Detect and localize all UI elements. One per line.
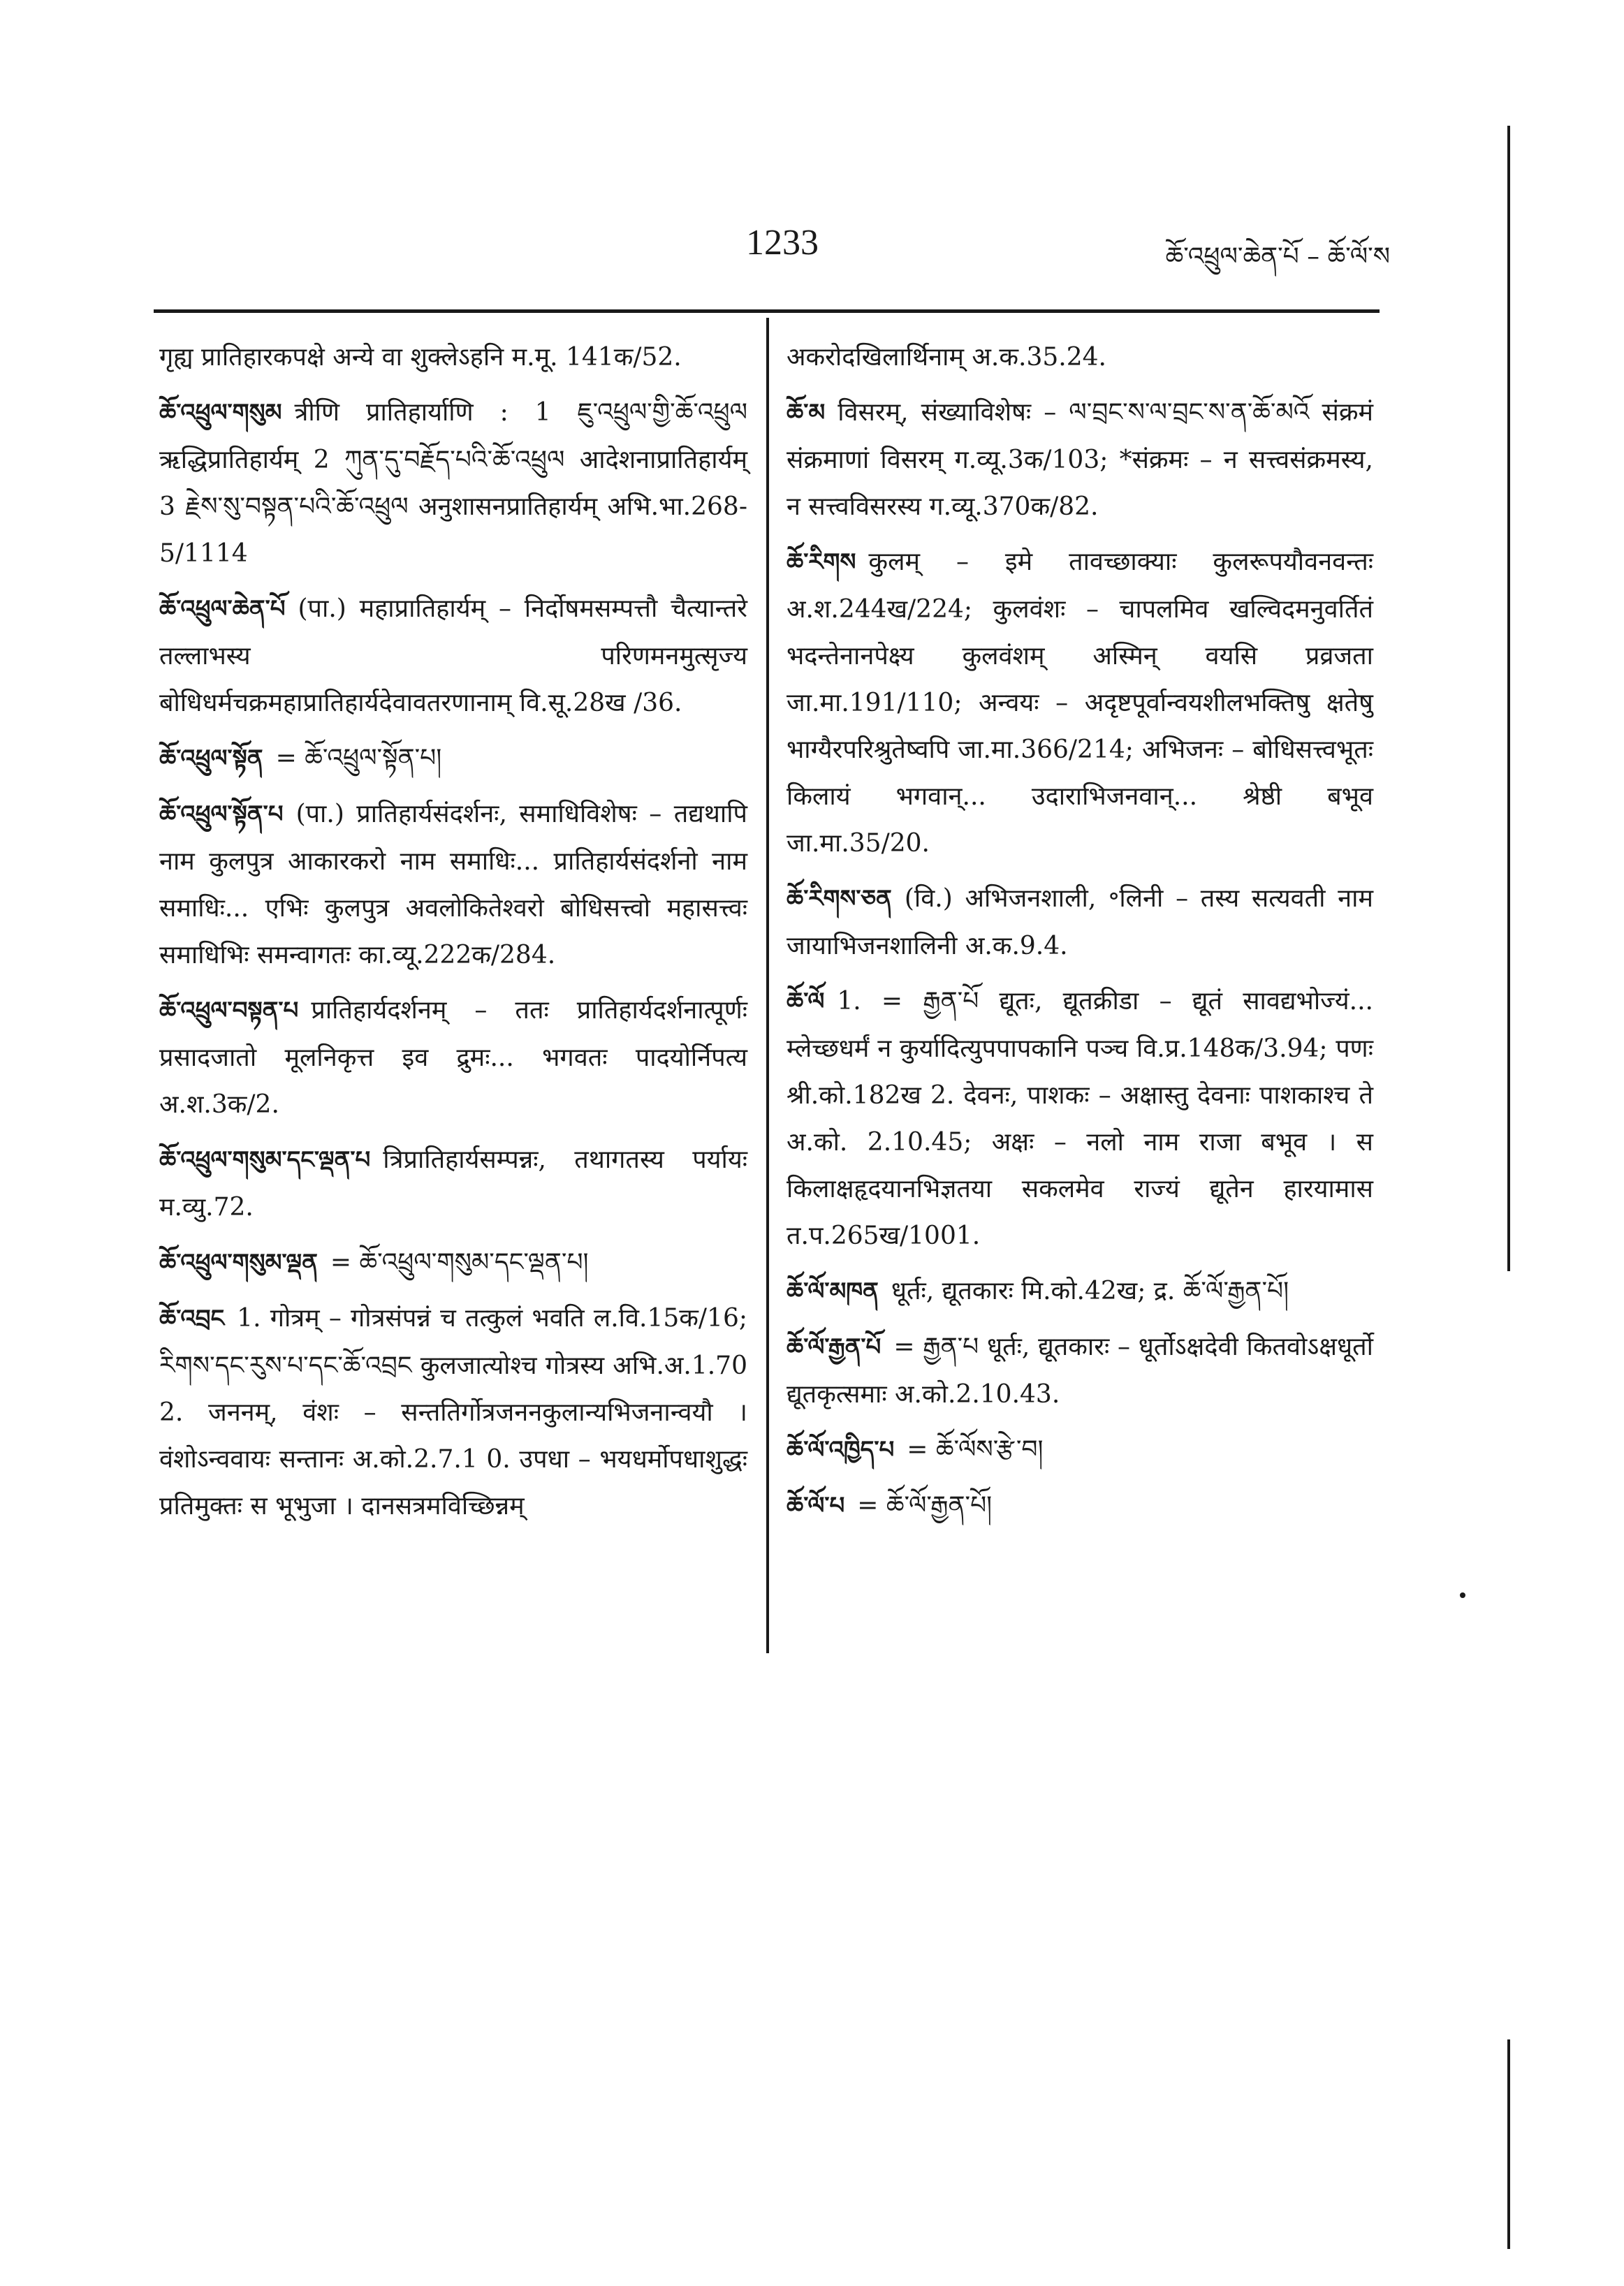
entry-definition: (पा.) प्रातिहार्यसंदर्शनः, समाधिविशेषः – तद्यथापि नाम कुलपुत्र आकारकरो नाम समाधिः... प्रातिहार्यसंदर्शनो नाम समाधिः... एभिः कुलपुत्र अवलोकितेश्वरो बोधिसत्त्वो महासत्त्वः समाधिभिः समन्वागतः का.व्यू.222क/284. — [159, 800, 747, 969]
entry-definition: प्रातिहार्यदर्शनम् – ततः प्रातिहार्यदर्शनात्पूर्णः प्रसादजातो मूलनिकृत्त इव द्रुमः... भगवतः पादयोर्निपत्य अ.श.3क/2. — [159, 996, 747, 1119]
entry-headword: ཆོ་འཕྲུལ་ཆེན་པོ — [159, 595, 286, 623]
entry-headword: ཆོ་ལོ་མཁན — [787, 1277, 879, 1305]
dictionary-entry — [787, 538, 1373, 867]
entry-headword: ཆོ་འཕྲུལ་སྟོན་པ — [159, 800, 284, 828]
entry-definition: कुलम् – इमे तावच्छाक्याः कुलरूपयौवनवन्तः अ.श.244ख/224; कुलवंशः – चापलमिव खल्विदमनुवर्तितं भदन्तेनानपेक्ष्य कुलवंशम् अस्मिन् वयसि प्रव्रजता जा.मा.191/110; अन्वयः – अदृष्टपूर्वान्वयशीलभक्तिषु क्षतेषु भाग्यैरपरिश्रुतेष्वपि जा.मा.366/214; अभिजनः – बोधिसत्त्वभूतः किलायं भगवान्... उदाराभिजनवान्... श्रेष्ठी बभूव जा.मा.35/20. — [787, 548, 1373, 858]
column-divider — [766, 318, 769, 1653]
running-head: ཆོ་འཕྲུལ་ཆེན་པོ – ཆོ་ལོ་ས — [1165, 242, 1390, 271]
scan-speck — [1460, 1592, 1465, 1598]
entry-definition: गृह्य प्रातिहारकपक्षे अन्ये वा शुक्लेऽहनि म.मू. 141क/52. — [159, 343, 682, 372]
dictionary-entry — [787, 1426, 1373, 1474]
dictionary-entry — [159, 791, 747, 979]
left-column — [159, 334, 747, 1538]
entry-headword: ཆོ་ལོ་པ — [787, 1492, 845, 1520]
dictionary-entry — [159, 389, 747, 577]
entry-definition: (पा.) महाप्रातिहार्यम् – निर्दोषमसम्पत्तौ चैत्यान्तरे तल्लाभस्य परिणमनमुत्सृज्य बोधिधर्मचक्रमहाप्रातिहार्यदेवावतरणानाम् वि.सू.28ख /36. — [159, 594, 747, 717]
entry-definition: 1. = རྒྱན་པོ द्यूतः, द्यूतक्रीडा – द्यूतं सावद्यभोज्यं... म्लेच्छधर्मं न कुर्यादित्युपपापकानि पञ्च वि.प्र.148क/3.94; पणः श्री.को.182ख 2. देवनः, पाशकः – अक्षास्तु देवनाः पाशकाश्च ते अ.को. 2.10.45; अक्षः – नलो नाम राजा बभूव । स किलाक्षहृदयानभिज्ञतया सकलमेव राज्यं द्यूतेन हारयामास त.प.265ख/1001. — [787, 987, 1373, 1250]
dictionary-entry — [159, 1295, 747, 1530]
dictionary-entry — [159, 334, 747, 381]
entry-definition: = ཆོ་འཕྲུལ་སྟོན་པ། — [275, 744, 442, 772]
entry-definition: अकरोदखिलार्थिनाम् अ.क.35.24. — [787, 343, 1106, 372]
entry-definition: विसरम्, संख्याविशेषः – ལ་བྲང་ས་ལ་བྲང་ས་ན་ཆོ་མའོ संक्रमं संक्रमाणां विसरम् ग.व्यू.3क/103; *संक्रमः – न सत्त्वसंक्रमस्य, न सत्त्वविसरस्य ग.व्यू.370क/82. — [787, 398, 1373, 521]
header-rule — [154, 309, 1380, 313]
dictionary-entry — [787, 1482, 1373, 1530]
entry-headword: ཆོ་རིགས — [787, 548, 856, 576]
entry-headword: ཆོ་འཕྲུལ་གསུམ་ལྡན — [159, 1249, 318, 1277]
dictionary-entry — [159, 585, 747, 726]
dictionary-entry — [787, 875, 1373, 969]
entry-definition: = ཆོ་འཕྲུལ་གསུམ་དང་ལྡན་པ། — [330, 1248, 589, 1277]
entry-definition: त्रीणि प्रातिहार्याणि : 1 ཇུ་འཕྲུལ་གྱི་ཆོ་འཕྲུལ ऋद्धिप्रातिहार्यम् 2 ཀུན་དུ་བརྗོད་པའི་ཆོ་འཕྲུལ आदेशनाप्रातिहार्यम् 3 རྗེས་སུ་བསྟན་པའི་ཆོ་འཕྲུལ अनुशासनप्रातिहार्यम् अभि.भा.268-5/1114 — [159, 398, 747, 568]
entry-definition: = ཆོ་ལོས་རྩེ་བ། — [907, 1435, 1044, 1464]
dictionary-entry — [159, 735, 747, 782]
entry-definition: = ཆོ་ལོ་རྒྱན་པོ། — [857, 1491, 993, 1520]
entry-definition: (वि.) अभिजनशाली, ॰लिनी – तस्य सत्यवती नाम जायाभिजनशालिनी अ.क.9.4. — [787, 884, 1373, 960]
dictionary-entry — [787, 978, 1373, 1259]
entry-headword: ཆོ་འཕྲུལ་གསུམ — [159, 399, 282, 427]
entry-headword: ཆོ་འབྲང — [159, 1305, 225, 1333]
entry-definition: धूर्तः, द्यूतकारः मि.को.42ख; द्र. ཆོ་ལོ་རྒྱན་པོ། — [891, 1277, 1289, 1305]
dictionary-entry — [787, 1268, 1373, 1315]
dictionary-entry — [787, 389, 1373, 530]
right-column — [787, 334, 1373, 1538]
entry-headword: ཆོ་འཕྲུལ་གསུམ་དང་ལྡན་པ — [159, 1146, 371, 1174]
entry-headword: ཆོ་རིགས་ཅན — [787, 885, 892, 913]
dictionary-entry — [787, 334, 1373, 381]
page-number: 1233 — [746, 223, 819, 263]
entry-definition: त्रिप्रातिहार्यसम्पन्नः, तथागतस्य पर्यायः म.व्यु.72. — [159, 1145, 747, 1222]
scan-edge-line — [1507, 126, 1510, 1271]
entry-headword: ཆོ་ལོ་རྒྱན་པོ — [787, 1333, 882, 1361]
entry-headword: ཆོ་མ — [787, 399, 826, 427]
entry-definition: 1. गोत्रम् – गोत्रसंपन्नं च तत्कुलं भवति ल.वि.15क/16; རིགས་དང་རུས་པ་དང་ཆོ་འབྲང कुलजात्योश्च गोत्रस्य अभि.अ.1.70 2. जननम्, वंशः – सन्ततिर्गोत्रजननकुलान्यभिजनान्वयौ । वंशोऽन्ववायः सन्तानः अ.को.2.7.1 0. उपधा – भयधर्मोपधाशुद्धः प्रतिमुक्तः स भूभुजा । दानसत्रमविच्छिन्नम् — [159, 1304, 747, 1521]
entry-headword: ཆོ་འཕྲུལ་བསྟན་པ — [159, 997, 299, 1025]
scan-edge-line — [1507, 2039, 1510, 2249]
dictionary-entry — [159, 987, 747, 1128]
entry-headword: ཆོ་ལོ་འཁྱིད་པ — [787, 1436, 895, 1464]
dictionary-entry — [159, 1239, 747, 1287]
entry-headword: ཆོ་ལོ — [787, 988, 825, 1016]
entry-definition: = རྒྱན་པ धूर्तः, द्यूतकारः – धूर्तोऽक्षदेवी कितवोऽक्षधूर्तो द्यूतकृत्समाः अ.को.2.10.43. — [787, 1333, 1373, 1409]
dictionary-entry — [787, 1324, 1373, 1418]
dictionary-entry — [159, 1136, 747, 1231]
entry-headword: ཆོ་འཕྲུལ་སྟོན — [159, 745, 263, 772]
